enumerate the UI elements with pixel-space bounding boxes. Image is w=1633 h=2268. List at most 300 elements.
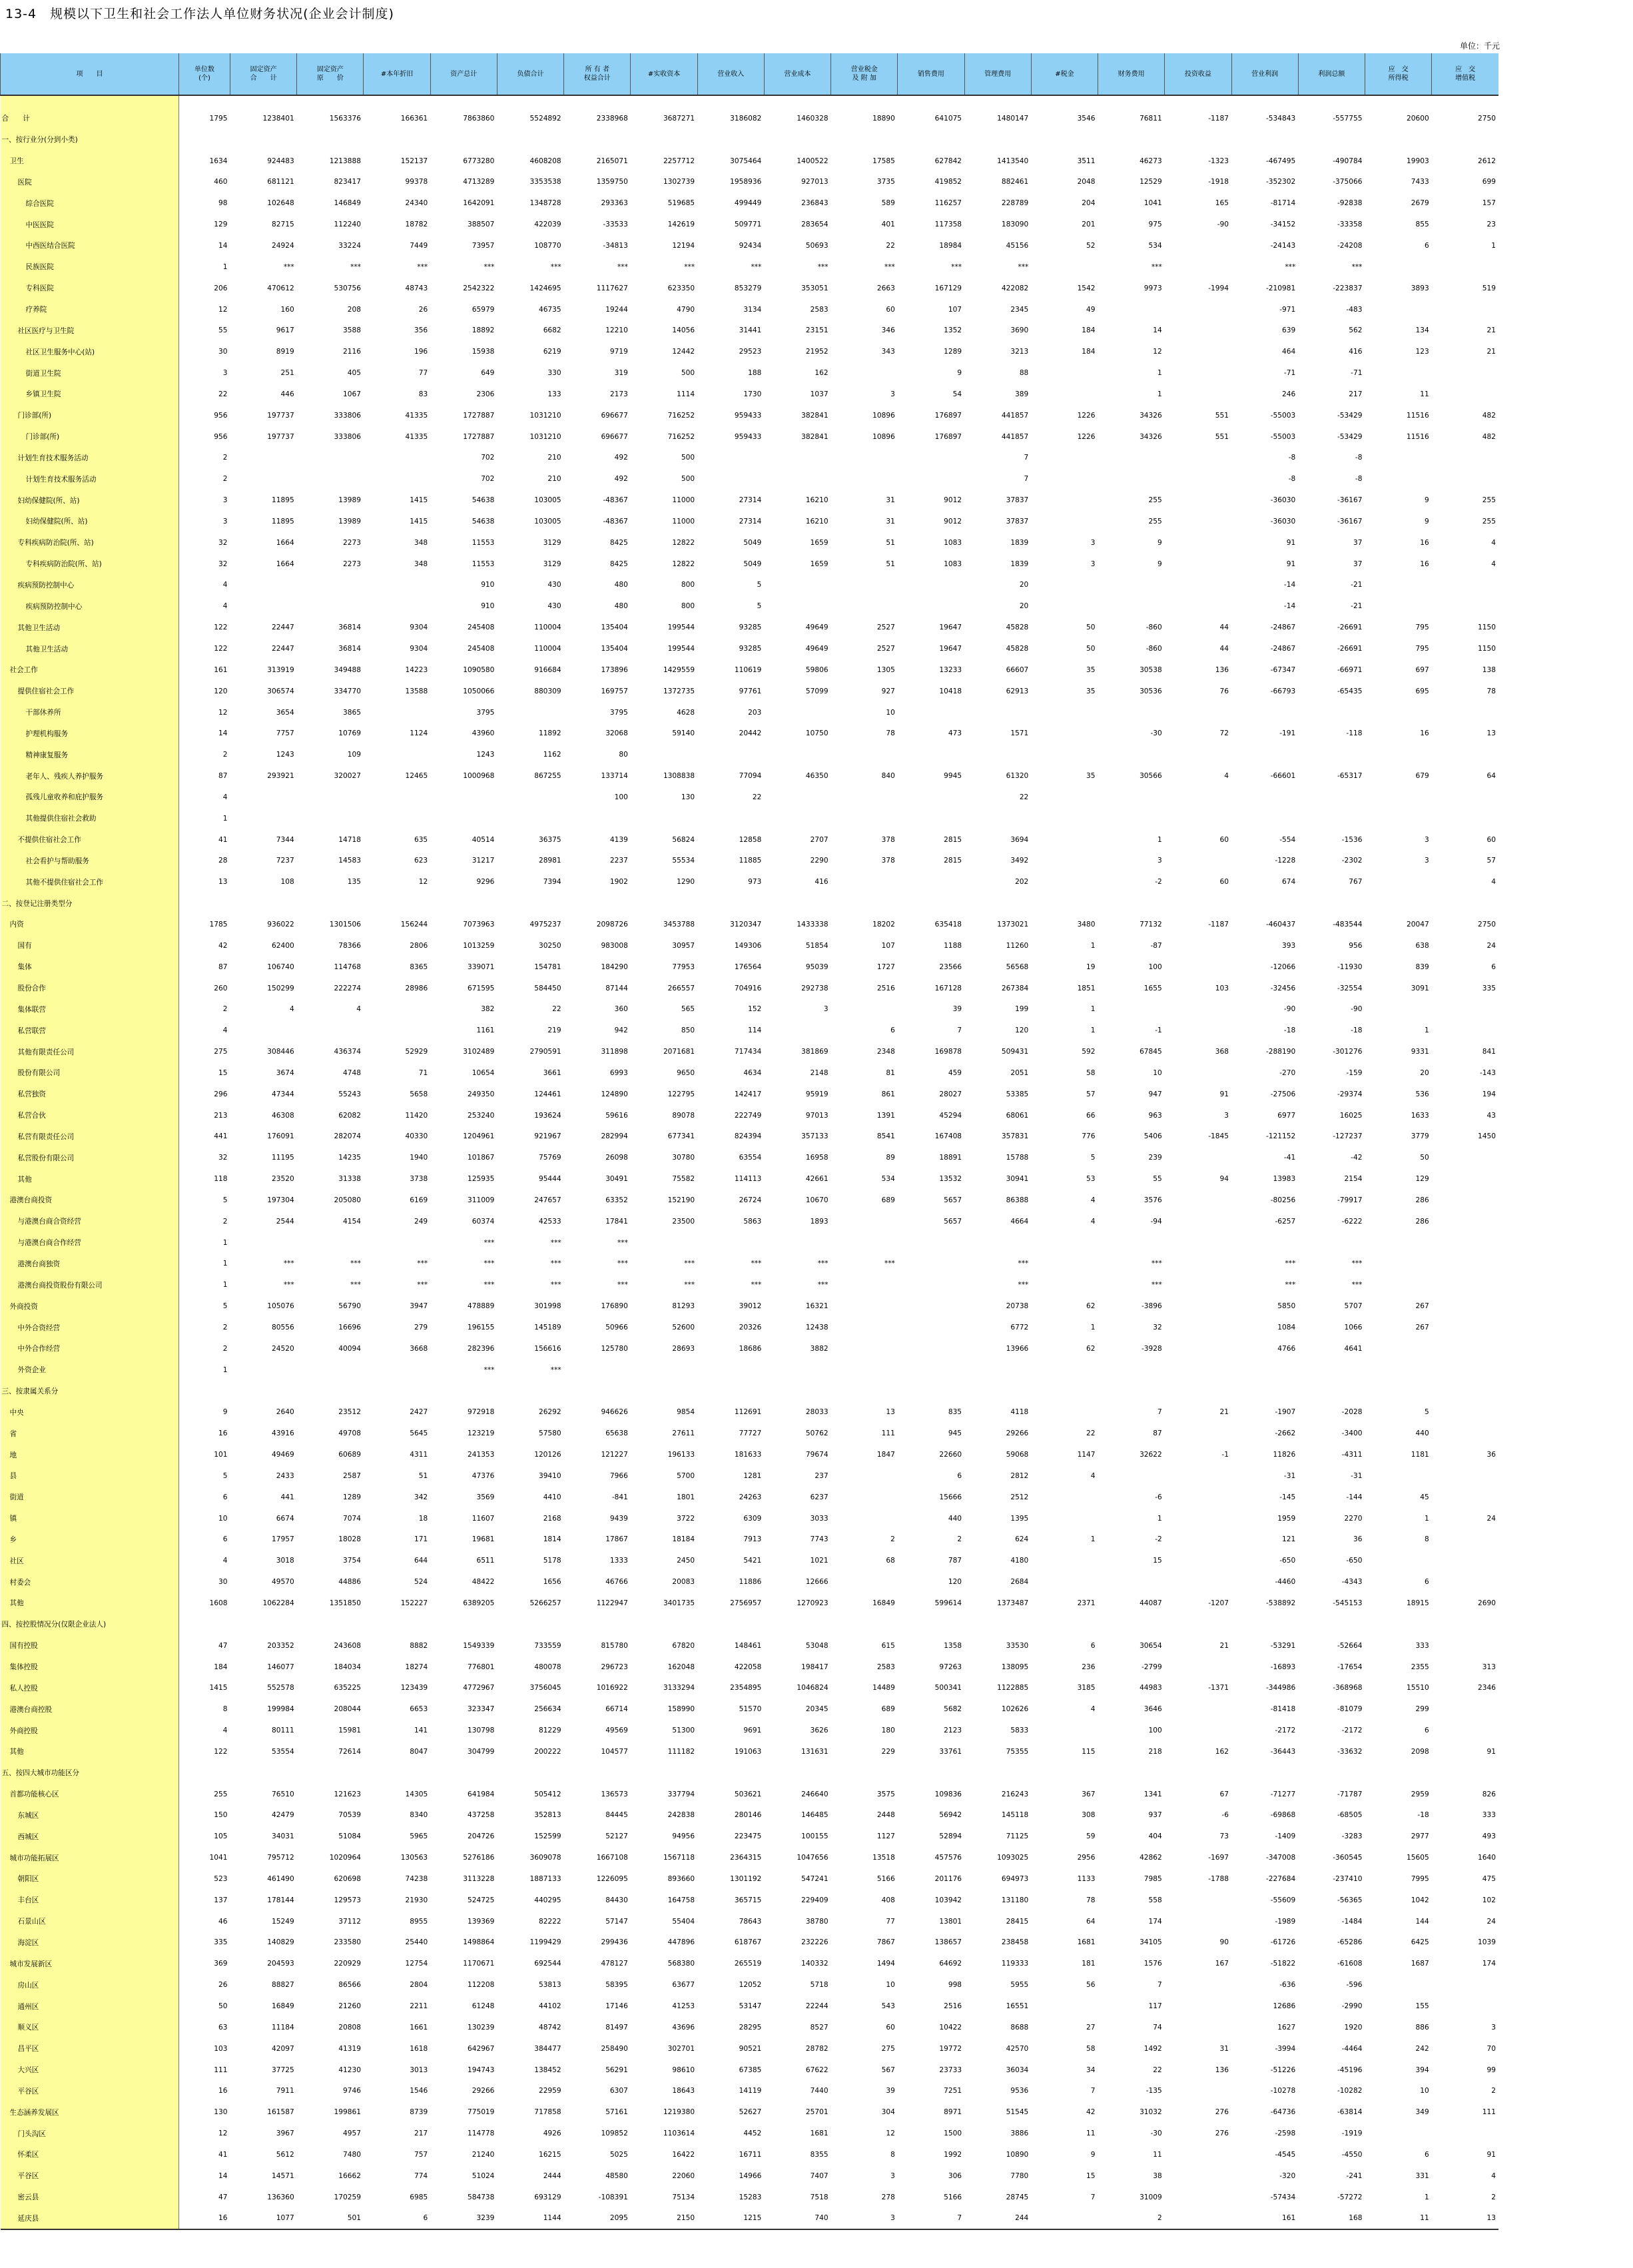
table-cell: 369 [214, 1960, 228, 1968]
table-cell: 635 [414, 835, 428, 844]
table-cell: 1016922 [596, 1684, 628, 1693]
row-label: 老年人、残疾人养护服务 [1, 765, 179, 787]
table-cell [297, 808, 364, 829]
table-cell: 87 [218, 962, 228, 971]
row-label: 丰台区 [1, 1890, 179, 1911]
table-cell [1432, 1571, 1498, 1593]
table-cell: 32 [218, 538, 228, 547]
table-cell: 18184 [672, 1535, 695, 1544]
table-cell: 2750 [1478, 920, 1496, 929]
table-cell: 112240 [334, 220, 361, 229]
table-cell [697, 808, 764, 829]
table-cell [1231, 1232, 1298, 1254]
table-cell: -55003 [1270, 411, 1296, 420]
table-cell: 276 [1215, 2108, 1229, 2117]
table-cell [831, 1211, 898, 1232]
table-cell: 119333 [1001, 1960, 1029, 1968]
table-cell [1165, 935, 1231, 956]
table-cell: 4154 [342, 1217, 361, 1226]
table-cell: 81229 [538, 1726, 561, 1735]
row-label: 私营独资 [1, 1084, 179, 1105]
table-cell: -18 [1351, 1026, 1363, 1035]
table-cell: 480 [614, 581, 628, 589]
column-header: #本年折旧 [364, 53, 430, 95]
table-cell: 95919 [805, 1090, 828, 1098]
table-cell: 34326 [1140, 411, 1162, 420]
row-label: 房山区 [1, 1974, 179, 1996]
table-cell: -32554 [1337, 984, 1363, 992]
table-cell: 4 [1491, 878, 1496, 887]
table-cell [1165, 384, 1231, 405]
table-cell [1165, 1571, 1231, 1593]
table-cell: 500 [681, 454, 695, 462]
table-cell: 134 [1415, 326, 1429, 335]
table-cell: 124461 [534, 1090, 561, 1098]
table-cell: 67 [1219, 1790, 1229, 1798]
table-cell [831, 744, 898, 765]
table-cell: 2098 [1411, 1747, 1429, 1756]
table-cell [697, 448, 764, 469]
table-cell: 1656 [543, 1578, 561, 1587]
table-cell [297, 129, 364, 151]
table-cell [1298, 702, 1365, 723]
table-cell: 18782 [405, 220, 428, 229]
table-row [1, 787, 1499, 808]
spacer-cell [230, 95, 296, 108]
table-cell: 4 [289, 1005, 294, 1014]
table-cell: 2116 [342, 348, 361, 356]
table-cell: -143 [1479, 1068, 1496, 1077]
table-cell [831, 1338, 898, 1359]
table-cell: 136 [1215, 2066, 1229, 2074]
table-cell: 63 [218, 2023, 228, 2032]
table-cell: 100 [1148, 962, 1162, 971]
table-cell [179, 129, 230, 151]
table-cell: -16893 [1270, 1663, 1296, 1671]
table-cell: 18686 [739, 1344, 762, 1353]
table-cell: 823417 [334, 178, 361, 187]
table-cell [1231, 1381, 1298, 1402]
table-cell: 1546 [410, 2087, 428, 2095]
table-cell: 199 [1015, 1005, 1029, 1014]
table-cell: 3795 [476, 708, 495, 717]
table-cell: 6674 [276, 1514, 294, 1523]
table-cell: -53429 [1337, 411, 1363, 420]
table-cell: 5 [222, 1302, 228, 1311]
table-cell: 5524892 [529, 114, 561, 123]
table-cell: -3283 [1341, 1832, 1363, 1841]
table-cell: 67622 [805, 2066, 828, 2074]
table-cell: 346 [881, 326, 895, 335]
table-cell: 197737 [267, 411, 294, 420]
table-cell: *** [550, 1281, 561, 1290]
table-cell: 2 [222, 1344, 228, 1353]
table-cell [1432, 1529, 1498, 1551]
table-cell: 222749 [734, 1111, 762, 1120]
table-cell: 24 [1486, 941, 1496, 950]
table-cell: 140829 [267, 1938, 294, 1947]
table-cell: 2433 [276, 1471, 294, 1480]
row-label: 与港澳台商合资经营 [1, 1211, 179, 1232]
table-cell: 916684 [534, 665, 561, 674]
table-cell: 5833 [1010, 1726, 1029, 1735]
table-row [1, 1784, 1499, 1805]
table-cell: 253240 [467, 1111, 495, 1120]
table-cell: 58 [1086, 1068, 1096, 1077]
table-row [1, 2080, 1499, 2101]
table-row [1, 2017, 1499, 2038]
table-cell: -51226 [1270, 2066, 1296, 2074]
table-cell: 5612 [276, 2150, 294, 2159]
table-cell [1231, 1359, 1298, 1381]
table-cell: 6 [890, 1026, 895, 1035]
column-header: 负债合计 [497, 53, 563, 95]
table-cell: 110004 [534, 645, 561, 653]
table-row [1, 956, 1499, 978]
table-cell: 1020964 [329, 1854, 361, 1862]
table-cell: 12754 [405, 1960, 428, 1968]
table-cell [898, 448, 964, 469]
table-cell: 167408 [934, 1132, 962, 1141]
table-cell [1165, 1381, 1231, 1402]
table-cell: 382841 [801, 411, 828, 420]
table-cell: 6307 [609, 2087, 628, 2095]
page-title: 13-4 规模以下卫生和社会工作法人单位财务状况(企业会计制度) [5, 7, 394, 21]
table-row [1, 1805, 1499, 1826]
table-cell: 11 [1086, 2129, 1096, 2138]
table-cell: 2338968 [596, 114, 628, 123]
table-cell: 14489 [872, 1684, 895, 1693]
row-label: 门诊部(所) [1, 405, 179, 426]
table-cell: 1608 [209, 1599, 228, 1607]
table-cell: 10890 [1006, 2150, 1029, 2159]
table-row [1, 1932, 1499, 1954]
table-cell: 1413540 [997, 157, 1029, 165]
table-cell: 13 [886, 1408, 895, 1417]
table-cell: 6 [222, 1493, 228, 1501]
table-cell: 693129 [534, 2193, 561, 2201]
table-cell [1165, 787, 1231, 808]
table-cell: 3646 [1143, 1705, 1162, 1714]
table-cell: 2690 [1478, 1599, 1496, 1607]
table-cell: 689 [881, 1196, 895, 1204]
table-cell: 9304 [410, 623, 428, 632]
table-cell: -71 [1283, 369, 1296, 378]
table-cell: 7344 [276, 835, 294, 844]
table-cell: *** [550, 1260, 561, 1268]
table-row [1, 320, 1499, 341]
spacer-cell [1098, 95, 1165, 108]
table-cell: 4957 [342, 2129, 361, 2138]
table-cell: 91 [1286, 538, 1296, 547]
table-cell: 787 [948, 1557, 962, 1565]
table-cell [1165, 956, 1231, 978]
table-cell: -12066 [1270, 962, 1296, 971]
table-cell: 28745 [1006, 2193, 1029, 2201]
table-cell: 9 [1157, 560, 1162, 568]
table-cell: 1920 [1344, 2023, 1363, 2032]
table-cell [364, 1381, 430, 1402]
table-cell: 176897 [934, 432, 962, 441]
row-label: 港澳台商投资股份有限公司 [1, 1274, 179, 1296]
table-cell: *** [283, 1281, 294, 1290]
table-cell: 1730 [743, 390, 762, 398]
table-cell [364, 468, 430, 490]
table-cell: 19647 [939, 623, 962, 632]
row-label: 集体 [1, 956, 179, 978]
table-cell: -3994 [1275, 2044, 1296, 2053]
table-cell: 34326 [1140, 432, 1162, 441]
table-cell: 3967 [276, 2129, 294, 2138]
table-cell: 1301506 [329, 920, 361, 929]
table-cell: 7867 [876, 1938, 895, 1947]
table-cell: 59068 [1006, 1451, 1029, 1459]
table-cell: 138657 [934, 1938, 962, 1947]
table-cell: 1037 [810, 390, 828, 398]
table-cell [697, 1359, 764, 1381]
table-row [1, 1211, 1499, 1232]
table-cell: 704916 [734, 984, 762, 992]
table-cell: 9296 [476, 878, 495, 887]
table-cell: 23 [1486, 220, 1496, 229]
table-cell: 447896 [667, 1938, 695, 1947]
table-cell: -56365 [1337, 1896, 1363, 1904]
table-cell [1165, 235, 1231, 256]
table-cell: 63677 [672, 1981, 695, 1990]
table-cell: *** [1151, 1281, 1162, 1290]
table-cell: 304799 [467, 1747, 495, 1756]
table-cell: 31 [1219, 2044, 1229, 2053]
table-cell: 47344 [272, 1090, 294, 1098]
table-cell: 1122947 [596, 1599, 628, 1607]
table-cell: 7 [898, 2208, 964, 2230]
table-cell: 39012 [739, 1302, 762, 1311]
table-cell: 42570 [1006, 2044, 1029, 2053]
table-cell: 121 [1282, 1535, 1296, 1544]
row-label: 密云县 [1, 2187, 179, 2208]
table-cell: 22 [1153, 2066, 1162, 2074]
table-cell: 10 [1153, 1068, 1162, 1077]
table-cell: *** [484, 1238, 495, 1247]
table-cell: 3129 [543, 538, 561, 547]
table-cell [1432, 1635, 1498, 1657]
table-cell: 422058 [734, 1663, 762, 1671]
table-row [1, 151, 1499, 172]
table-cell [1031, 1571, 1098, 1593]
row-label: 内资 [1, 914, 179, 935]
table-cell: 20 [1420, 1068, 1429, 1077]
table-row [1, 1974, 1499, 1996]
table-cell [230, 893, 296, 914]
table-cell [297, 1381, 364, 1402]
table-cell: 167128 [934, 984, 962, 992]
table-cell: -45196 [1337, 2066, 1363, 2074]
table-cell: 4 [1224, 772, 1229, 781]
table-cell: -1918 [1208, 178, 1229, 187]
table-cell [764, 468, 830, 490]
table-cell: 100 [614, 793, 628, 801]
table-cell: 53554 [272, 1747, 294, 1756]
table-cell: 1 [1090, 941, 1096, 950]
table-cell: 1814 [543, 1535, 561, 1544]
table-cell: 695 [1415, 687, 1429, 695]
table-cell: 430 [547, 602, 561, 611]
row-label: 昌平区 [1, 2038, 179, 2060]
table-cell: 1083 [944, 538, 962, 547]
row-label: 延庆县 [1, 2208, 179, 2230]
table-cell: 440295 [534, 1896, 561, 1904]
table-cell: 49708 [338, 1429, 361, 1438]
table-cell: 63352 [605, 1196, 628, 1204]
table-cell: 27611 [672, 1429, 695, 1438]
table-cell: 30491 [605, 1175, 628, 1184]
table-cell [1365, 1338, 1431, 1359]
table-cell: 219 [547, 1026, 561, 1035]
table-cell: 2790591 [529, 1048, 561, 1056]
table-cell: 77727 [739, 1429, 762, 1438]
table-cell: 524 [414, 1578, 428, 1587]
table-cell: 1144 [497, 2208, 563, 2230]
table-cell: *** [350, 1281, 361, 1290]
table-cell [1098, 808, 1165, 829]
table-cell: 146077 [267, 1663, 294, 1671]
table-cell: 46766 [605, 1578, 628, 1587]
spacer-cell [1298, 95, 1365, 108]
table-cell: 125935 [467, 1175, 495, 1184]
table-cell: 10 [886, 708, 895, 717]
table-cell [1365, 1550, 1431, 1571]
table-cell: 49649 [805, 645, 828, 653]
table-cell [1365, 1232, 1431, 1254]
table-cell: 33530 [1006, 1641, 1029, 1650]
table-cell: *** [417, 1281, 428, 1290]
table-cell: 286 [1415, 1196, 1429, 1204]
table-cell: 10670 [805, 1196, 828, 1204]
table-cell: 1050066 [463, 687, 495, 695]
table-cell: -14 [1283, 602, 1296, 611]
table-cell: 2587 [342, 1471, 361, 1480]
table-cell: 245408 [467, 645, 495, 653]
table-cell: 205080 [334, 1196, 361, 1204]
column-header: #实收资本 [631, 53, 697, 95]
table-cell [1432, 1254, 1498, 1275]
table-cell: 108770 [534, 241, 561, 250]
table-cell: 4772967 [463, 1684, 495, 1693]
table-cell: 204 [1082, 199, 1096, 208]
table-cell: *** [951, 262, 962, 271]
table-cell: 7433 [1411, 178, 1429, 187]
spacer-cell [1, 95, 179, 108]
table-cell: 1117627 [596, 284, 628, 292]
table-cell: 194743 [467, 2066, 495, 2074]
table-cell [1098, 129, 1165, 151]
table-cell: 100155 [801, 1832, 828, 1841]
table-cell: 60374 [472, 1217, 495, 1226]
table-cell: 42533 [538, 1217, 561, 1226]
table-cell: 3239 [430, 2208, 497, 2230]
table-cell: 1664 [276, 560, 294, 568]
table-cell [1031, 1550, 1098, 1571]
table-cell: 9 [1424, 496, 1429, 505]
table-cell: 702 [481, 475, 495, 484]
table-cell [1098, 1762, 1165, 1784]
table-cell [1432, 787, 1498, 808]
table-cell: 21 [1486, 326, 1496, 335]
table-cell [631, 1614, 697, 1635]
table-cell: 2612 [1478, 157, 1496, 165]
table-cell: 1500 [944, 2129, 962, 2138]
table-cell: 641984 [467, 1790, 495, 1798]
table-cell: 1940 [410, 1154, 428, 1162]
table-cell: 3779 [1411, 1132, 1429, 1141]
table-cell [1432, 1465, 1498, 1487]
table-cell [297, 1614, 364, 1635]
table-cell: 28415 [1006, 1917, 1029, 1926]
table-cell: 500 [681, 475, 695, 484]
table-cell: 91 [1486, 2150, 1496, 2159]
table-cell: 133714 [601, 772, 628, 781]
table-cell: 133 [547, 390, 561, 398]
table-cell: 86566 [338, 1981, 361, 1990]
table-cell: 97263 [939, 1663, 962, 1671]
table-cell: 114113 [734, 1175, 762, 1184]
table-cell: 17585 [872, 157, 895, 165]
table-row [1, 2123, 1499, 2144]
table-cell [1031, 2208, 1098, 2230]
table-cell [1432, 1296, 1498, 1317]
table-cell: 39410 [538, 1471, 561, 1480]
table-cell: 97761 [739, 687, 762, 695]
table-cell: 2 [1491, 2193, 1496, 2201]
table-cell [831, 1359, 898, 1381]
table-cell: 24924 [272, 241, 294, 250]
table-cell: -2302 [1341, 857, 1363, 865]
table-cell: 365715 [734, 1896, 762, 1904]
table-cell: 197737 [267, 432, 294, 441]
table-cell: 45828 [1006, 623, 1029, 632]
table-cell: 349 [1415, 2108, 1429, 2117]
table-cell: 2804 [410, 1981, 428, 1990]
table-cell: 48580 [605, 2171, 628, 2180]
table-cell: 740 [764, 2208, 830, 2230]
table-cell: 956 [1349, 941, 1363, 950]
table-cell [364, 129, 430, 151]
table-cell: 181 [1082, 1960, 1096, 1968]
table-cell: 26292 [538, 1408, 561, 1417]
table-cell: 475 [1482, 1874, 1496, 1883]
table-cell [1165, 1614, 1231, 1635]
table-cell: 16551 [1006, 2002, 1029, 2011]
table-cell: 28782 [805, 2044, 828, 2053]
table-cell [898, 744, 964, 765]
table-cell: 129 [1415, 1175, 1429, 1184]
table-cell: 1 [1090, 1005, 1096, 1014]
table-cell [1165, 1190, 1231, 1211]
table-cell: 3 [1424, 857, 1429, 865]
table-cell: 101867 [467, 1154, 495, 1162]
table-cell: 3756045 [529, 1684, 561, 1693]
table-cell: *** [751, 1281, 762, 1290]
table-cell: 41335 [405, 411, 428, 420]
table-cell: 4 [222, 581, 228, 589]
table-cell: 55404 [672, 1917, 695, 1926]
table-cell: 8365 [410, 962, 428, 971]
table-cell: 7251 [944, 2087, 962, 2095]
table-cell: 58395 [605, 1981, 628, 1990]
table-cell: 10896 [872, 432, 895, 441]
table-cell: 1498864 [463, 1938, 495, 1947]
row-label: 地 [1, 1444, 179, 1465]
